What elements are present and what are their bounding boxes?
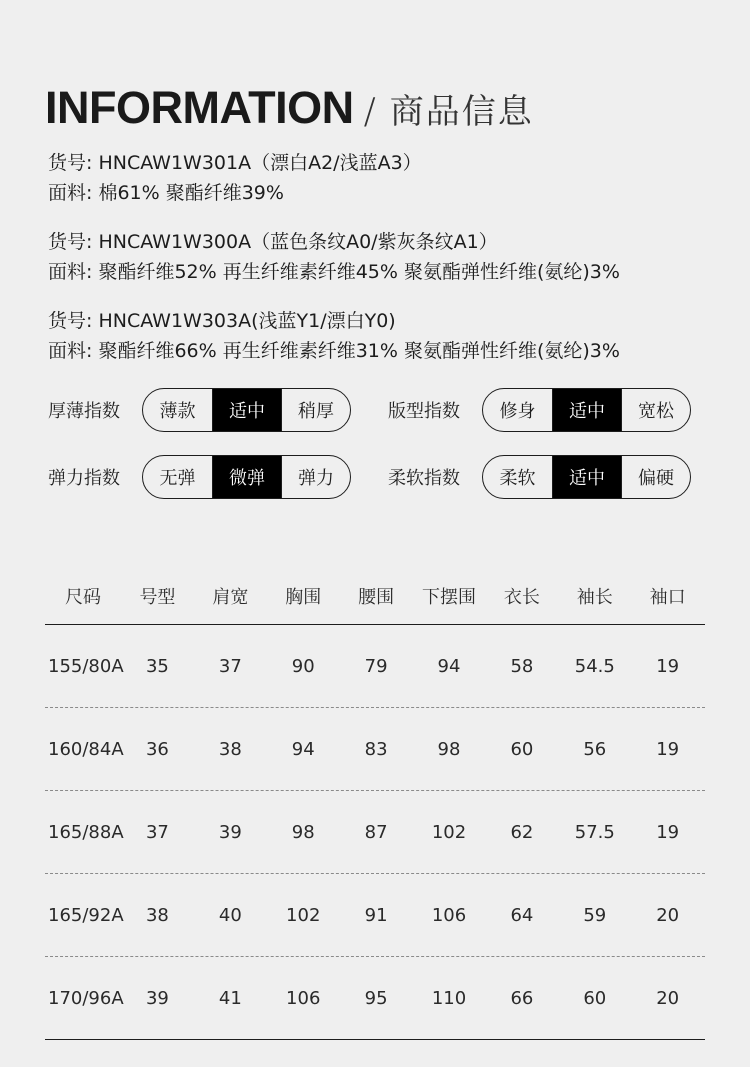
table-cell: 90 bbox=[291, 655, 315, 677]
option-slim: 修身 bbox=[499, 401, 536, 422]
index-label: 弹力指数 bbox=[48, 468, 120, 489]
product-fabric: 面料: 聚酯纤维52% 再生纤维素纤维45% 聚氨酯弹性纤维(氨纶)3% bbox=[48, 261, 620, 283]
product-fabric: 面料: 棉61% 聚酯纤维39% bbox=[48, 182, 284, 204]
table-cell: 170/96A bbox=[48, 987, 124, 1009]
option-stretch: 弹力 bbox=[281, 456, 350, 498]
table-cell: 56 bbox=[583, 738, 607, 760]
header-cell: 袖口 bbox=[649, 587, 686, 608]
table-row bbox=[45, 791, 705, 874]
table-cell: 102 bbox=[431, 821, 467, 843]
softness-index bbox=[388, 455, 728, 499]
table-row bbox=[45, 957, 705, 1040]
table-cell: 64 bbox=[510, 904, 534, 926]
table-cell: 91 bbox=[364, 904, 388, 926]
table-cell: 20 bbox=[656, 904, 680, 926]
option-soft: 柔软 bbox=[499, 468, 536, 489]
fit-selector bbox=[482, 388, 691, 432]
table-cell: 165/88A bbox=[48, 821, 124, 843]
table-header bbox=[45, 568, 705, 625]
table-cell: 39 bbox=[145, 987, 169, 1009]
table-cell: 19 bbox=[656, 738, 680, 760]
table-cell: 165/92A bbox=[48, 904, 124, 926]
table-cell: 37 bbox=[145, 821, 169, 843]
fit-index bbox=[388, 388, 728, 432]
table-cell: 58 bbox=[510, 655, 534, 677]
header-cell: 尺码 bbox=[65, 587, 101, 608]
table-cell: 87 bbox=[364, 821, 388, 843]
table-cell: 37 bbox=[218, 655, 242, 677]
header-cell: 胸围 bbox=[285, 587, 322, 608]
table-cell: 62 bbox=[510, 821, 534, 843]
header-cell: 肩宽 bbox=[212, 587, 249, 608]
table-cell: 57.5 bbox=[574, 821, 615, 843]
index-row bbox=[48, 388, 728, 432]
option-thin: 薄款 bbox=[159, 401, 196, 422]
table-cell: 54.5 bbox=[574, 655, 615, 677]
table-cell: 160/84A bbox=[48, 738, 124, 760]
table-row bbox=[45, 625, 705, 708]
index-label: 柔软指数 bbox=[388, 468, 460, 489]
table-row bbox=[45, 874, 705, 957]
table-cell: 39 bbox=[218, 821, 242, 843]
softness-selector bbox=[482, 455, 691, 499]
elasticity-selector bbox=[142, 455, 351, 499]
option-slight-stretch: 微弹 bbox=[212, 456, 281, 498]
table-cell: 40 bbox=[218, 904, 242, 926]
table-cell: 38 bbox=[218, 738, 242, 760]
option-regular: 适中 bbox=[552, 389, 621, 431]
index-row bbox=[48, 455, 728, 499]
table-cell: 19 bbox=[656, 821, 680, 843]
table-cell: 98 bbox=[437, 738, 461, 760]
size-table bbox=[45, 568, 705, 1040]
table-cell: 20 bbox=[656, 987, 680, 1009]
table-cell: 79 bbox=[364, 655, 388, 677]
table-cell: 19 bbox=[656, 655, 680, 677]
table-cell: 60 bbox=[583, 987, 607, 1009]
thickness-index bbox=[48, 388, 388, 432]
table-cell: 41 bbox=[218, 987, 242, 1009]
title-cn: 商品信息 bbox=[389, 92, 534, 132]
product-info bbox=[48, 148, 738, 385]
option-stiff: 偏硬 bbox=[621, 456, 690, 498]
table-cell: 98 bbox=[291, 821, 315, 843]
product-code: 货号: HNCAW1W300A（蓝色条纹A0/紫灰条纹A1） bbox=[48, 231, 498, 253]
table-cell: 35 bbox=[145, 655, 169, 677]
title-en: INFORMATION bbox=[45, 82, 354, 133]
table-cell: 66 bbox=[510, 987, 534, 1009]
header-cell: 衣长 bbox=[503, 587, 540, 608]
option-no-stretch: 无弹 bbox=[159, 468, 196, 489]
table-cell: 155/80A bbox=[48, 655, 124, 677]
option-loose: 宽松 bbox=[621, 389, 690, 431]
table-cell: 59 bbox=[583, 904, 607, 926]
header-cell: 号型 bbox=[139, 587, 176, 608]
option-medium: 适中 bbox=[212, 389, 281, 431]
product-block bbox=[48, 306, 738, 366]
table-cell: 83 bbox=[364, 738, 388, 760]
option-thick: 稍厚 bbox=[281, 389, 350, 431]
product-code: 货号: HNCAW1W303A(浅蓝Y1/漂白Y0) bbox=[48, 310, 396, 332]
product-fabric: 面料: 聚酯纤维66% 再生纤维素纤维31% 聚氨酯弹性纤维(氨纶)3% bbox=[48, 340, 620, 362]
title-separator: / bbox=[363, 91, 376, 132]
header-cell: 下摆围 bbox=[422, 587, 476, 608]
option-medium: 适中 bbox=[552, 456, 621, 498]
table-cell: 102 bbox=[286, 904, 321, 926]
index-section bbox=[48, 388, 728, 522]
table-cell: 106 bbox=[286, 987, 321, 1009]
header-cell: 腰围 bbox=[358, 587, 395, 608]
page-header bbox=[45, 82, 534, 134]
index-label: 厚薄指数 bbox=[48, 401, 120, 422]
product-block bbox=[48, 148, 738, 208]
thickness-selector bbox=[142, 388, 351, 432]
table-row bbox=[45, 708, 705, 791]
table-cell: 94 bbox=[437, 655, 461, 677]
table-cell: 60 bbox=[510, 738, 534, 760]
table-cell: 36 bbox=[145, 738, 169, 760]
product-block bbox=[48, 227, 738, 287]
table-cell: 110 bbox=[431, 987, 467, 1009]
elasticity-index bbox=[48, 455, 388, 499]
header-cell: 袖长 bbox=[576, 587, 613, 608]
index-label: 版型指数 bbox=[388, 401, 460, 422]
table-cell: 106 bbox=[431, 904, 467, 926]
table-cell: 38 bbox=[145, 904, 169, 926]
table-cell: 95 bbox=[364, 987, 388, 1009]
product-code: 货号: HNCAW1W301A（漂白A2/浅蓝A3） bbox=[48, 152, 422, 174]
table-cell: 94 bbox=[291, 738, 315, 760]
